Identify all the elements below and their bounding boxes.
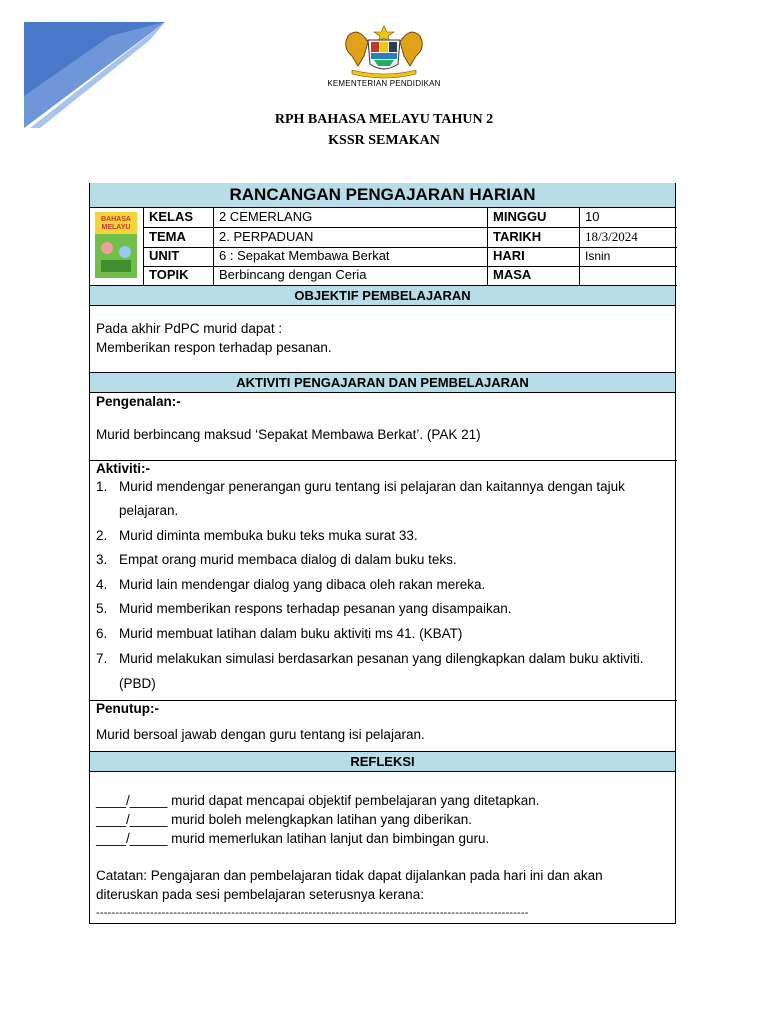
unit-label: UNIT: [149, 248, 180, 263]
step-number: 3.: [96, 552, 108, 567]
svg-text:BAHASA: BAHASA: [101, 216, 131, 223]
step-text: Empat orang murid membaca dialog di dalam buku teks.: [119, 552, 457, 567]
step-text: Murid lain mendengar dialog yang dibaca oleh rakan mereka.: [119, 577, 486, 592]
intro-text: Murid berbincang maksud ‘Sepakat Membawa Berkat’. (PAK 21): [96, 427, 481, 442]
hari-label: HARI: [493, 248, 525, 263]
reflection-heading: REFLEKSI: [90, 751, 675, 772]
reflection-dashes: ----------------------------------------------------------------------------------------------------------------: [96, 907, 529, 919]
step-text: Murid memberikan respons terhadap pesanan yang disampaikan.: [119, 601, 512, 616]
intro-label: Pengenalan:-: [96, 394, 181, 409]
step-number: 6.: [96, 626, 108, 641]
step-text: Murid membuat latihan dalam buku aktiviti ms 41. (KBAT): [119, 626, 463, 641]
step-text: Murid diminta membuka buku teks muka surat 33.: [119, 528, 418, 543]
coat-of-arms-logo: [338, 22, 430, 80]
reflection-line-2: ____/_____ murid boleh melengkapkan latihan yang diberikan.: [96, 812, 473, 827]
activity-heading: AKTIVITI PENGAJARAN DAN PEMBELAJARAN: [90, 372, 675, 393]
step-number: 7.: [96, 651, 108, 666]
kelas-label: KELAS: [149, 209, 194, 224]
unit-value: 6 : Sepakat Membawa Berkat: [219, 248, 390, 263]
kelas-value: 2 CEMERLANG: [219, 209, 313, 224]
textbook-cover-image: [95, 212, 137, 278]
document-title: RPH BAHASA MELAYU TAHUN 2: [274, 112, 494, 127]
objective-heading: OBJEKTIF PEMBELAJARAN: [90, 285, 675, 306]
lesson-plan-table: [89, 183, 676, 924]
step-text: Murid mendengar penerangan guru tentang isi pelajaran dan kaitannya dengan tajuk: [119, 479, 625, 494]
reflection-line-3: ____/_____ murid memerlukan latihan lanjut dan bimbingan guru.: [96, 831, 490, 846]
hari-value: Isnin: [585, 249, 610, 263]
tema-label: TEMA: [149, 229, 186, 244]
topik-value: Berbincang dengan Ceria: [219, 267, 367, 282]
closing-label: Penutup:-: [96, 701, 159, 716]
step-text-continued: (PBD): [119, 676, 156, 691]
reflection-note-2: diteruskan pada sesi pembelajaran seterusnya kerana:: [96, 887, 424, 902]
ministry-name: KEMENTERIAN PENDIDIKAN: [327, 79, 441, 88]
objective-line-1: Pada akhir PdPC murid dapat :: [96, 321, 283, 336]
minggu-label: MINGGU: [493, 209, 547, 224]
step-number: 2.: [96, 528, 108, 543]
step-number: 4.: [96, 577, 108, 592]
activity-label: Aktiviti:-: [96, 461, 150, 476]
step-text: Murid melakukan simulasi berdasarkan pesanan yang dilengkapkan dalam buku aktiviti.: [119, 651, 644, 666]
masa-value: [580, 266, 677, 285]
closing-text: Murid bersoal jawab dengan guru tentang isi pelajaran.: [96, 727, 425, 742]
tarikh-label: TARIKH: [493, 229, 542, 244]
minggu-value: 10: [585, 209, 600, 224]
objective-line-2: Memberikan respon terhadap pesanan.: [96, 340, 332, 355]
plan-heading: RANCANGAN PENGAJARAN HARIAN: [90, 183, 675, 208]
svg-text:MELAYU: MELAYU: [101, 224, 131, 231]
reflection-note-1: Catatan: Pengajaran dan pembelajaran tidak dapat dijalankan pada hari ini dan akan: [96, 868, 603, 883]
tarikh-value: 18/3/2024: [585, 229, 638, 244]
masa-label: MASA: [493, 267, 532, 282]
reflection-line-1: ____/_____ murid dapat mencapai objektif pembelajaran yang ditetapkan.: [96, 793, 540, 808]
step-number: 1.: [96, 479, 108, 494]
tema-value: 2. PERPADUAN: [219, 229, 314, 244]
step-number: 5.: [96, 601, 108, 616]
document-subtitle: KSSR SEMAKAN: [328, 133, 440, 148]
topik-label: TOPIK: [149, 267, 189, 282]
step-text-continued: pelajaran.: [119, 503, 179, 518]
